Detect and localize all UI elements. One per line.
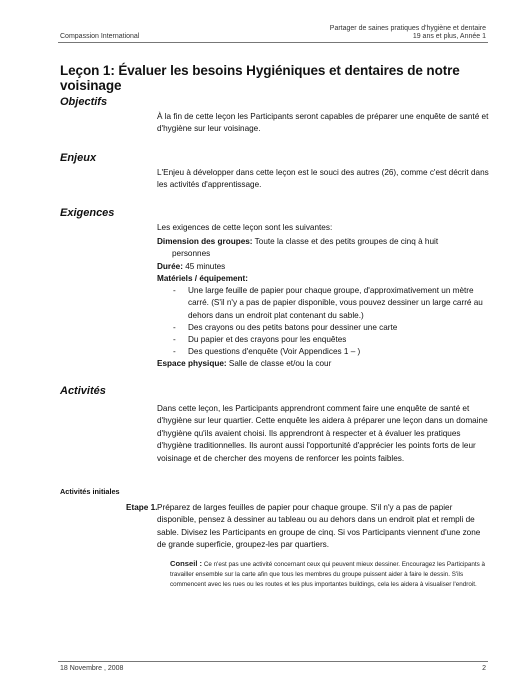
- groupes-text-cont: personnes: [172, 249, 211, 258]
- enjeux-text: L'Enjeu à développer dans cette leçon est le souci des autres (26), comme c'est décrit dans les activités d'apprentissage.: [157, 168, 489, 190]
- enjeux-heading: Enjeux: [60, 152, 97, 164]
- exigences-intro: Les exigences de cette leçon sont les suivantes:: [157, 223, 333, 232]
- header-org: Compassion International: [60, 33, 140, 40]
- groupes-line: [157, 236, 487, 248]
- etape-text: Préparez de larges feuilles de papier pour chaque groupe. S'il n'y a pas de papier disponible, pensez à dessiner au tableau ou au dehors dans un endroit plat et rempli de sable. Divisez les Participants en groupe de cinq. Si vos Participants viennent d'une zone de grande superficie, groupez-les par quartiers.: [157, 503, 481, 550]
- activites-text: Dans cette leçon, les Participants apprendront comment faire une enquête de santé et d'hygiène sur leur quartier. Cette enquête les aidera à préparer une leçon dans un domaine d'hygiène qu'ils avaient choisi. Ils apprendront à respecter et à évaluer les pratiques d'hygiène traditionnelles. Ils auront aussi l'opportunité d'apprécier les points forts de leur voisinage et de chercher des moyens de renforcer les points faibles.: [157, 404, 488, 463]
- duree-label: Durée:: [157, 262, 183, 271]
- materiel-dash-3: -: [173, 335, 176, 344]
- materiel-item-2: Des crayons ou des petits batons pour dessiner une carte: [188, 323, 398, 332]
- groupes-text: Toute la classe et des petits groupes de cinq à huit: [252, 237, 439, 246]
- objectifs-heading: Objectifs: [60, 96, 108, 108]
- conseil-text: Ce n'est pas une activité concernant ceux qui peuvent mieux dessiner. Encouragez les Participants à travailler ensemble sur la carte afin que tous les membres du groupe puissent aider à faire le dessin. S'ils commencent avec les rues ou les routes et les plus importantes buildings, cela les aidera à visualiser l'endroit.: [170, 561, 486, 588]
- lesson-title: Leçon 1: Évaluer les besoins Hygiéniques et dentaires de notre voisinage: [60, 63, 460, 93]
- materiels-label: Matériels / équipement:: [157, 274, 248, 283]
- materiel-item-3: Du papier et des crayons pour les enquêtes: [188, 335, 347, 344]
- footer-rule: [58, 661, 488, 662]
- materiel-item-1: Une large feuille de papier pour chaque groupe, d'approximativement un mètre carré. (S'il n'y a pas de papier disponible, vous pouvez dessiner un large carré au dehors dans un endroit plat contenant du sable.): [188, 286, 483, 320]
- espace-text: Salle de classe et/ou la cour: [226, 359, 332, 368]
- header-title: Partager de saines pratiques d'hygiène et dentaire: [329, 25, 486, 32]
- materiel-dash-2: -: [173, 323, 176, 332]
- duree-line: [157, 261, 487, 273]
- conseil-label: Conseil :: [170, 559, 203, 568]
- conseil-block: [170, 559, 490, 590]
- footer-date: 18 Novembre , 2008: [60, 665, 124, 672]
- page-number: 2: [482, 665, 486, 672]
- header-subtitle: 19 ans et plus, Année 1: [412, 33, 486, 40]
- materiel-dash-1: -: [173, 286, 176, 295]
- espace-line: [157, 358, 487, 370]
- exigences-heading: Exigences: [60, 207, 115, 219]
- activites-heading: Activités: [60, 385, 106, 397]
- duree-text: 45 minutes: [182, 262, 226, 271]
- materiel-item-4: Des questions d'enquête (Voir Appendices 1 – ): [188, 347, 361, 356]
- materiel-dash-4: -: [173, 347, 176, 356]
- header-rule: [58, 42, 488, 43]
- espace-label: Espace physique:: [157, 359, 227, 368]
- activites-initiales-heading: Activités initiales: [60, 487, 120, 496]
- objectifs-text: À la fin de cette leçon les Participants seront capables de préparer une enquête de santé et d'hygiène sur leur voisinage.: [157, 112, 489, 134]
- etape-label: Etape 1.: [126, 503, 158, 512]
- groupes-label: Dimension des groupes:: [157, 237, 253, 246]
